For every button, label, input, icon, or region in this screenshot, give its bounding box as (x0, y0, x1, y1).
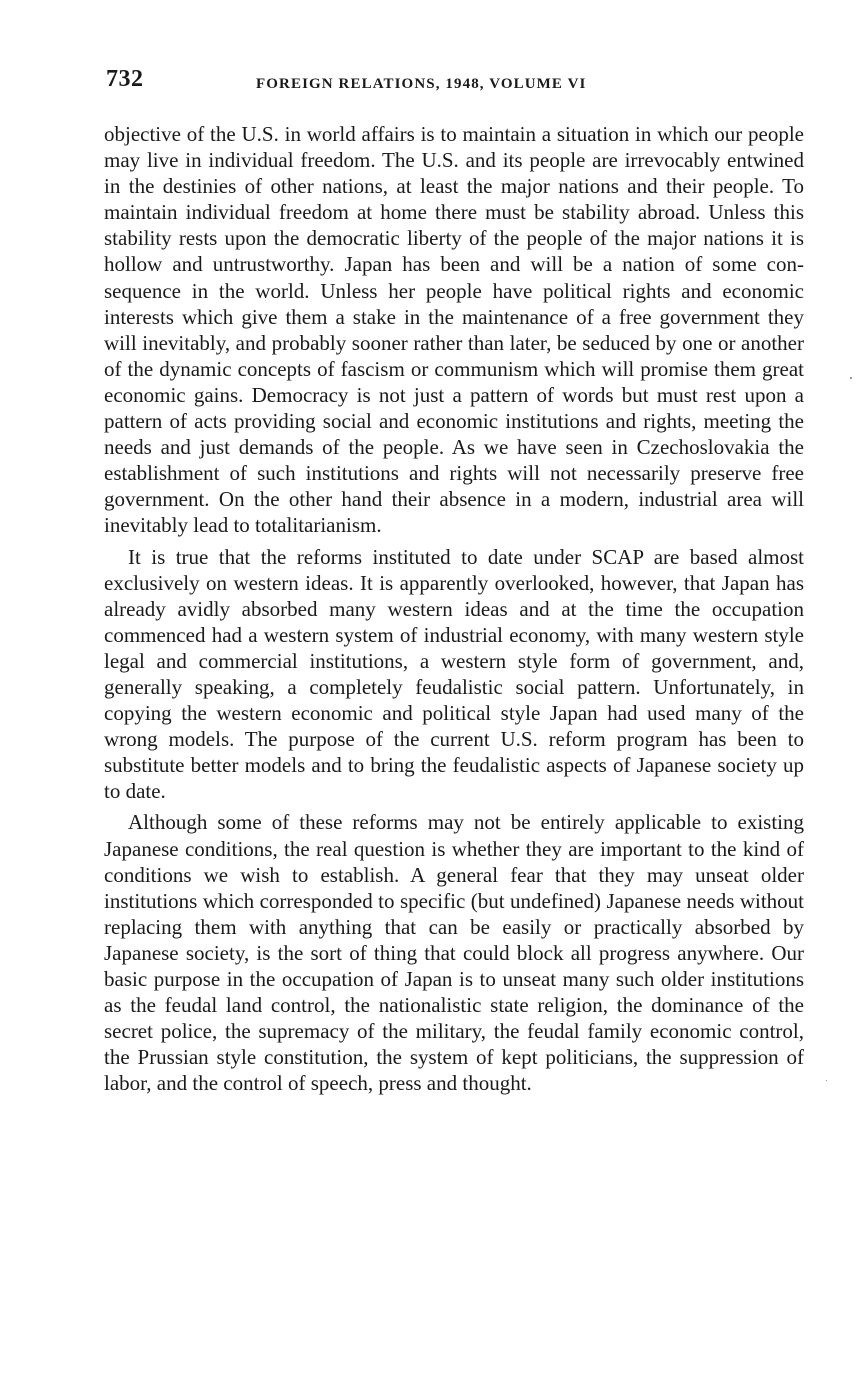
page-header (106, 66, 666, 96)
paragraph-reforms-applicability: Although some of these reforms may not be entirely applicable to existing Japanese conditions, the real question is whether they are important to the kind of conditions we wish to establish. A general fear that they may unseat older institutions which corresponded to specific (but undefined) Japanese needs without replacing them with anything that can be easily or practically absorbed by Japanese society, is the sort of thing that could block all progress anywhere. Our basic purpose in the occupation of Japan is to unseat many such older institutions as the feudal land control, the nationalistic state religion, the dominance of the secret police, the supremacy of the military, the feudal family economic control, the Prussian style constitution, the system of kept politicians, the suppression of labor, and the control of speech, press and thought. (104, 810, 804, 1096)
paragraph-continued: objective of the U.S. in world affairs is to maintain a situation in which our people may live in individual freedom. The U.S. and its people are irrevocably entwined in the destinies of other nations, at least the major nations and their people. To maintain individual freedom at home there must be stability abroad. Unless this stability rests upon the democratic liberty of the people of the major nations it is hollow and untrustworthy. Japan has been and will be a nation of some consequence in the world. Unless her people have political rights and economic interests which give them a stake in the maintenance of a free government they will inevitably, and probably sooner rather than later, be seduced by one or another of the dynamic concepts of fascism or communism which will promise them great economic gains. Democracy is not just a pattern of words but must rest upon a pattern of acts providing social and economic institutions and rights, meeting the needs and just demands of the people. As we have seen in Czechoslovakia the establishment of such institutions and rights will not necessarily preserve free government. On the other hand their absence in a modern, industrial area will inevitably lead to totalitarianism. (104, 122, 804, 538)
scan-speck (826, 1080, 827, 1081)
page-number: 732 (106, 66, 144, 92)
paragraph-scap-reforms: It is true that the reforms instituted to date under SCAP are based almost exclusively on western ideas. It is apparently overlooked, however, that Japan has already avidly absorbed many western ideas and at the time the occupation commenced had a western system of industrial economy, with many western style legal and commercial institutions, a western style form of government, and, generally speaking, a completely feudalistic social pattern. Unfortunately, in copying the western economic and political style Japan had used many of the wrong models. The purpose of the current U.S. reform program has been to substitute better models and to bring the feudalistic aspects of Japanese society up to date. (104, 544, 804, 804)
scan-speck (850, 377, 852, 379)
body-text (104, 121, 804, 1101)
running-head: FOREIGN RELATIONS, 1948, VOLUME VI (256, 76, 587, 92)
